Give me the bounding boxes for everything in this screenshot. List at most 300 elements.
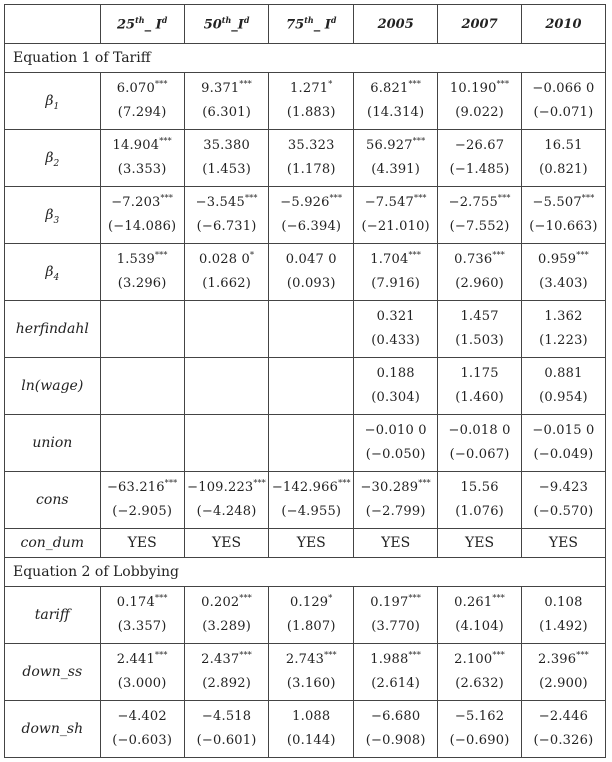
estimate — [101, 134, 184, 182]
table-row — [5, 187, 606, 244]
estimate — [185, 248, 269, 296]
estimate-cell — [184, 244, 269, 301]
coefficient-line — [185, 705, 269, 729]
estimate-cell — [354, 358, 438, 415]
coefficient: 2.100 — [454, 652, 493, 667]
significance-stars: *** — [492, 250, 505, 260]
estimate-cell — [100, 415, 184, 472]
significance-stars: *** — [497, 193, 511, 203]
coefficient-line — [185, 248, 269, 272]
significance-stars: *** — [418, 478, 431, 488]
header-cell-2007: 2007 — [438, 5, 522, 44]
t-statistic: (0.304) — [371, 390, 421, 405]
estimate — [185, 648, 269, 696]
estimate-cell — [269, 472, 354, 529]
estimate — [269, 648, 353, 696]
yes-cell: YES — [100, 529, 184, 558]
coefficient: 10.190 — [449, 81, 497, 96]
beta-symbol: β — [45, 207, 54, 223]
coefficient: −3.545 — [195, 195, 245, 210]
significance-stars: *** — [576, 250, 589, 260]
coefficient: 1.362 — [544, 309, 583, 324]
estimate-cell — [521, 244, 605, 301]
coefficient-line — [354, 191, 437, 215]
coefficient-line — [269, 248, 353, 272]
coefficient-line — [438, 77, 521, 101]
t-statistic: (3.000) — [117, 676, 167, 691]
estimate — [438, 134, 521, 182]
estimate — [438, 591, 521, 639]
estimate-cell — [269, 130, 354, 187]
estimate-cell — [269, 587, 354, 644]
significance-stars: *** — [154, 79, 168, 89]
coefficient-line — [438, 305, 521, 329]
estimate-cell — [438, 130, 522, 187]
coefficient: −4.518 — [201, 709, 252, 724]
estimate-cell — [438, 244, 522, 301]
coefficient-line — [438, 362, 521, 386]
significance-stars: *** — [159, 136, 172, 146]
coefficient-line — [438, 419, 521, 443]
t-statistic: (9.022) — [455, 105, 504, 120]
estimate-cell — [100, 301, 184, 358]
significance-stars: *** — [414, 193, 427, 203]
coefficient-line — [522, 191, 605, 215]
estimate — [522, 191, 605, 239]
estimate — [269, 77, 353, 125]
coefficient-line — [354, 248, 437, 272]
estimate-cell — [438, 701, 522, 758]
significance-stars: *** — [160, 193, 174, 203]
t-statistic: (1.503) — [455, 333, 504, 348]
header-cell-2010: 2010 — [521, 5, 605, 44]
estimate — [522, 362, 605, 410]
section-title-lobbying: Equation 2 of Lobbying — [5, 558, 606, 587]
significance-stars: *** — [164, 478, 178, 488]
t-statistic: (−0.049) — [533, 447, 594, 462]
yes-cell: YES — [269, 529, 354, 558]
t-statistic: (−0.908) — [365, 733, 426, 748]
t-statistic: (4.391) — [371, 162, 421, 177]
significance-stars: *** — [239, 593, 252, 603]
beta-symbol: β — [45, 264, 54, 280]
t-statistic: (3.353) — [117, 162, 167, 177]
table-row — [5, 472, 606, 529]
estimate-cell — [184, 644, 269, 701]
t-statistic: (−0.601) — [196, 733, 257, 748]
coefficient: −9.423 — [538, 480, 589, 495]
t-statistic: (1.662) — [202, 276, 251, 291]
estimate — [185, 591, 269, 639]
coefficient: 0.197 — [370, 595, 409, 610]
coefficient: 1.704 — [370, 252, 409, 267]
estimate-cell — [100, 472, 184, 529]
coefficient: −0.018 0 — [448, 423, 511, 438]
estimate-cell — [521, 301, 605, 358]
t-statistic: (6.301) — [202, 105, 251, 120]
coefficient-line — [522, 591, 605, 615]
coefficient-line — [269, 705, 353, 729]
coefficient: 56.927 — [366, 138, 413, 153]
coefficient-line — [522, 248, 605, 272]
estimate — [354, 191, 437, 239]
header-row — [5, 5, 606, 44]
estimate-cell — [438, 187, 522, 244]
t-statistic: (−1.485) — [449, 162, 510, 177]
coefficient: −0.010 0 — [364, 423, 427, 438]
estimate — [101, 648, 184, 696]
estimate — [522, 705, 605, 753]
estimate-cell — [184, 187, 269, 244]
coefficient-line — [438, 248, 521, 272]
t-statistic: (1.492) — [539, 619, 588, 634]
coefficient: 0.129 — [290, 595, 329, 610]
significance-stars: *** — [338, 478, 351, 488]
row-label — [5, 244, 101, 301]
estimate — [354, 134, 437, 182]
estimate-cell — [184, 130, 269, 187]
t-statistic: (−7.552) — [449, 219, 510, 234]
significance-stars: *** — [408, 79, 422, 89]
regression-table — [4, 4, 606, 758]
section-title-lobbying-row — [5, 558, 606, 587]
estimate-cell — [438, 587, 522, 644]
row-label — [5, 187, 101, 244]
coefficient: 14.904 — [112, 138, 160, 153]
beta-subscript: 1 — [53, 101, 60, 112]
coefficient-line — [185, 476, 269, 500]
estimate-cell — [354, 301, 438, 358]
header-cell-corner — [5, 5, 101, 44]
coefficient-line — [185, 191, 269, 215]
estimate-cell — [521, 701, 605, 758]
beta-symbol: β — [45, 93, 54, 109]
coefficient-line — [101, 248, 184, 272]
estimate-cell — [100, 187, 184, 244]
estimate-cell — [100, 587, 184, 644]
t-statistic: (3.296) — [117, 276, 167, 291]
t-statistic: (−0.326) — [533, 733, 594, 748]
estimate-cell — [100, 73, 184, 130]
coefficient-line — [269, 591, 353, 615]
coefficient: −4.402 — [117, 709, 167, 724]
estimate — [438, 476, 521, 524]
coefficient: −109.223 — [187, 480, 254, 495]
coefficient: −7.203 — [111, 195, 161, 210]
estimate-cell — [100, 644, 184, 701]
coefficient: 6.070 — [116, 81, 155, 96]
coefficient-line — [185, 77, 269, 101]
row-label: down_sh — [5, 701, 101, 758]
estimate — [438, 248, 521, 296]
yes-cell: YES — [354, 529, 438, 558]
estimate — [185, 476, 269, 524]
coefficient: 1.088 — [292, 709, 331, 724]
t-statistic: (0.433) — [371, 333, 421, 348]
significance-stars: *** — [239, 650, 252, 660]
estimate-cell — [438, 73, 522, 130]
coefficient: 1.175 — [460, 366, 499, 381]
estimate-cell — [184, 301, 269, 358]
coefficient-line — [522, 362, 605, 386]
significance-stars: *** — [408, 650, 422, 660]
yes-cell: YES — [521, 529, 605, 558]
row-label: herfindahl — [5, 301, 101, 358]
coefficient: −2.755 — [448, 195, 498, 210]
t-statistic: (−14.086) — [108, 219, 177, 234]
coefficient: −63.216 — [106, 480, 165, 495]
t-statistic: (−0.067) — [449, 447, 510, 462]
estimate-cell — [521, 358, 605, 415]
estimate-cell — [521, 472, 605, 529]
table-row — [5, 301, 606, 358]
estimate — [101, 591, 184, 639]
estimate-cell — [184, 73, 269, 130]
significance-stars: * — [250, 250, 255, 260]
estimate-cell — [354, 244, 438, 301]
t-statistic: (0.144) — [286, 733, 336, 748]
estimate — [522, 305, 605, 353]
coefficient-line — [354, 476, 437, 500]
coefficient-line — [101, 77, 184, 101]
estimate — [438, 191, 521, 239]
coefficient: 0.959 — [538, 252, 577, 267]
estimate-cell — [184, 358, 269, 415]
estimate — [354, 705, 437, 753]
estimate — [522, 77, 605, 125]
estimate-cell — [438, 415, 522, 472]
coefficient: 16.51 — [544, 138, 583, 153]
t-statistic: (2.892) — [202, 676, 251, 691]
estimate — [185, 191, 269, 239]
beta-subscript: 2 — [53, 158, 60, 169]
t-statistic: (−4.955) — [281, 504, 342, 519]
estimate — [438, 705, 521, 753]
coefficient-line — [438, 705, 521, 729]
estimate-cell — [100, 130, 184, 187]
t-statistic: (−4.248) — [196, 504, 257, 519]
estimate-cell — [269, 187, 354, 244]
row-label: tariff — [5, 587, 101, 644]
estimate-cell — [521, 73, 605, 130]
section-title-tariff: Equation 1 of Tariff — [5, 44, 606, 73]
beta-subscript: 3 — [53, 215, 60, 226]
significance-stars: *** — [253, 478, 267, 488]
estimate-cell — [184, 415, 269, 472]
t-statistic: (3.289) — [202, 619, 251, 634]
coefficient-line — [354, 134, 437, 158]
t-statistic: (−2.799) — [365, 504, 426, 519]
t-statistic: (1.453) — [202, 162, 251, 177]
estimate — [269, 248, 353, 296]
t-statistic: (−0.050) — [365, 447, 426, 462]
estimate — [522, 476, 605, 524]
row-label — [5, 130, 101, 187]
t-statistic: (1.883) — [286, 105, 336, 120]
table-row — [5, 415, 606, 472]
t-statistic: (2.960) — [455, 276, 504, 291]
coefficient: −30.289 — [360, 480, 419, 495]
estimate-cell — [438, 472, 522, 529]
coefficient: −5.926 — [280, 195, 330, 210]
coefficient: 0.736 — [454, 252, 493, 267]
significance-stars: *** — [581, 193, 595, 203]
coefficient-line — [354, 419, 437, 443]
estimate — [354, 476, 437, 524]
estimate-cell — [354, 587, 438, 644]
estimate — [522, 591, 605, 639]
estimate — [101, 248, 184, 296]
estimate — [438, 362, 521, 410]
significance-stars: *** — [496, 79, 510, 89]
estimate — [522, 248, 605, 296]
significance-stars: *** — [154, 650, 168, 660]
coefficient: 0.174 — [116, 595, 155, 610]
coefficient-line — [101, 648, 184, 672]
significance-stars: *** — [492, 650, 505, 660]
t-statistic: (−2.905) — [112, 504, 173, 519]
estimate — [101, 191, 184, 239]
coefficient: −142.966 — [271, 480, 339, 495]
row-label: con_dum — [5, 529, 101, 558]
t-statistic: (−21.010) — [361, 219, 430, 234]
coefficient: 1.988 — [370, 652, 409, 667]
estimate-cell — [438, 301, 522, 358]
coefficient: 1.271 — [290, 81, 329, 96]
estimate-cell — [521, 587, 605, 644]
coefficient-line — [522, 705, 605, 729]
significance-stars: *** — [239, 79, 252, 89]
coefficient-line — [522, 648, 605, 672]
estimate-cell — [354, 415, 438, 472]
estimate-cell — [354, 130, 438, 187]
significance-stars: *** — [244, 193, 258, 203]
estimate — [185, 134, 269, 182]
t-statistic: (−0.570) — [533, 504, 594, 519]
coefficient: 2.437 — [201, 652, 240, 667]
coefficient-line — [185, 591, 269, 615]
coefficient-line — [101, 705, 184, 729]
significance-stars: *** — [154, 593, 168, 603]
yes-cell: YES — [438, 529, 522, 558]
coefficient-line — [101, 134, 184, 158]
t-statistic: (2.900) — [539, 676, 588, 691]
coefficient-line — [269, 476, 353, 500]
significance-stars: *** — [324, 650, 337, 660]
coefficient: −6.680 — [371, 709, 421, 724]
table-row — [5, 701, 606, 758]
coefficient: 35.323 — [287, 138, 335, 153]
significance-stars: *** — [412, 136, 426, 146]
estimate — [522, 648, 605, 696]
coefficient-line — [354, 705, 437, 729]
t-statistic: (3.357) — [117, 619, 167, 634]
coefficient-line — [185, 134, 269, 158]
coefficient-line — [522, 419, 605, 443]
estimate-cell — [438, 358, 522, 415]
estimate-cell — [269, 73, 354, 130]
coefficient-line — [354, 77, 437, 101]
estimate — [438, 419, 521, 467]
coefficient-line — [438, 591, 521, 615]
coefficient: 0.188 — [376, 366, 415, 381]
row-label — [5, 73, 101, 130]
t-statistic: (−0.071) — [533, 105, 594, 120]
coefficient: −2.446 — [538, 709, 589, 724]
estimate — [438, 305, 521, 353]
estimate-cell — [438, 644, 522, 701]
significance-stars: * — [328, 593, 333, 603]
t-statistic: (3.403) — [539, 276, 588, 291]
t-statistic: (0.954) — [539, 390, 588, 405]
coefficient-line — [269, 77, 353, 101]
t-statistic: (−0.603) — [112, 733, 173, 748]
coefficient-line — [438, 134, 521, 158]
header-cell-25th: 25th_ $I^d$ — [100, 5, 184, 44]
estimate — [269, 591, 353, 639]
t-statistic: (4.104) — [455, 619, 504, 634]
coefficient-line — [522, 77, 605, 101]
estimate-cell — [269, 644, 354, 701]
table-body — [5, 5, 606, 758]
estimate — [269, 191, 353, 239]
row-label: union — [5, 415, 101, 472]
coefficient: 0.028 0 — [198, 252, 250, 267]
t-statistic: (7.916) — [371, 276, 421, 291]
yes-cell: YES — [184, 529, 269, 558]
coefficient: −0.066 0 — [532, 81, 595, 96]
t-statistic: (−10.663) — [529, 219, 598, 234]
t-statistic: (1.178) — [286, 162, 336, 177]
estimate — [354, 648, 437, 696]
coefficient-line — [269, 191, 353, 215]
t-statistic: (1.076) — [455, 504, 504, 519]
coefficient-line — [101, 591, 184, 615]
coefficient: 6.821 — [370, 81, 409, 96]
header-cell-2005: 2005 — [354, 5, 438, 44]
estimate-cell — [269, 301, 354, 358]
significance-stars: * — [328, 79, 333, 89]
significance-stars: *** — [408, 593, 422, 603]
estimate-cell — [521, 644, 605, 701]
coefficient: 9.371 — [201, 81, 240, 96]
estimate — [269, 476, 353, 524]
coefficient-line — [101, 191, 184, 215]
table-row — [5, 358, 606, 415]
table-row — [5, 244, 606, 301]
estimate — [354, 248, 437, 296]
estimate-cell — [184, 587, 269, 644]
estimate-cell — [100, 358, 184, 415]
estimate-cell — [269, 358, 354, 415]
coefficient-line — [269, 648, 353, 672]
significance-stars: *** — [154, 250, 168, 260]
table-row — [5, 73, 606, 130]
coefficient-line — [354, 362, 437, 386]
estimate-cell — [354, 187, 438, 244]
coefficient: −5.507 — [532, 195, 582, 210]
estimate — [354, 77, 437, 125]
table-row — [5, 644, 606, 701]
significance-stars: *** — [576, 650, 589, 660]
coefficient: 15.56 — [460, 480, 499, 495]
t-statistic: (−0.690) — [449, 733, 510, 748]
estimate — [354, 362, 437, 410]
coefficient-line — [101, 476, 184, 500]
t-statistic: (1.223) — [539, 333, 588, 348]
coefficient: 2.743 — [285, 652, 325, 667]
coefficient: 2.396 — [538, 652, 577, 667]
